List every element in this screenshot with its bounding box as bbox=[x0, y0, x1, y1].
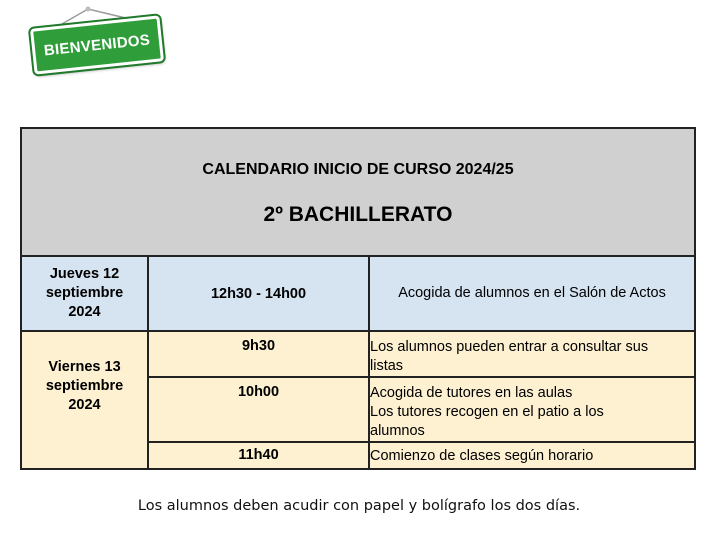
description-line: Acogida de tutores en las aulas bbox=[370, 385, 573, 401]
description-line: Los alumnos pueden entrar a consultar sus bbox=[370, 339, 649, 355]
time-cell: 9h30 bbox=[148, 331, 369, 377]
date-line: 2024 bbox=[68, 396, 101, 413]
welcome-sign bbox=[26, 2, 166, 82]
time-cell: 11h40 bbox=[148, 442, 369, 469]
page-title: CALENDARIO INICIO DE CURSO 2024/25 bbox=[202, 161, 514, 178]
description-cell bbox=[369, 331, 695, 377]
date-cell bbox=[21, 256, 148, 331]
description-cell bbox=[369, 377, 695, 442]
date-line: Jueves 12 bbox=[49, 266, 120, 282]
header-row bbox=[21, 128, 695, 256]
date-line: 2024 bbox=[68, 304, 101, 320]
description-line: alumnos bbox=[370, 423, 425, 439]
description-cell: Acogida de alumnos en el Salón de Actos bbox=[369, 256, 695, 331]
description-line: Los tutores recogen en el patio a los bbox=[370, 404, 604, 420]
calendar-table bbox=[20, 127, 696, 470]
header-cell bbox=[21, 128, 695, 256]
description-line: listas bbox=[370, 358, 404, 374]
footer-note: Los alumnos deben acudir con papel y bolígrafo los dos días. bbox=[137, 498, 581, 514]
table-row bbox=[21, 256, 695, 331]
date-line: septiembre bbox=[45, 285, 124, 301]
description-cell: Comienzo de clases según horario bbox=[369, 442, 695, 469]
date-line: septiembre bbox=[45, 377, 124, 394]
sign-text: BIENVENIDOS bbox=[43, 30, 151, 60]
time-cell: 10h00 bbox=[148, 377, 369, 442]
course-title: 2º BACHILLERATO bbox=[263, 203, 453, 226]
table-row bbox=[21, 331, 695, 377]
date-line: Viernes 13 bbox=[48, 358, 121, 375]
date-cell bbox=[21, 331, 148, 469]
time-cell: 12h30 - 14h00 bbox=[148, 256, 369, 331]
